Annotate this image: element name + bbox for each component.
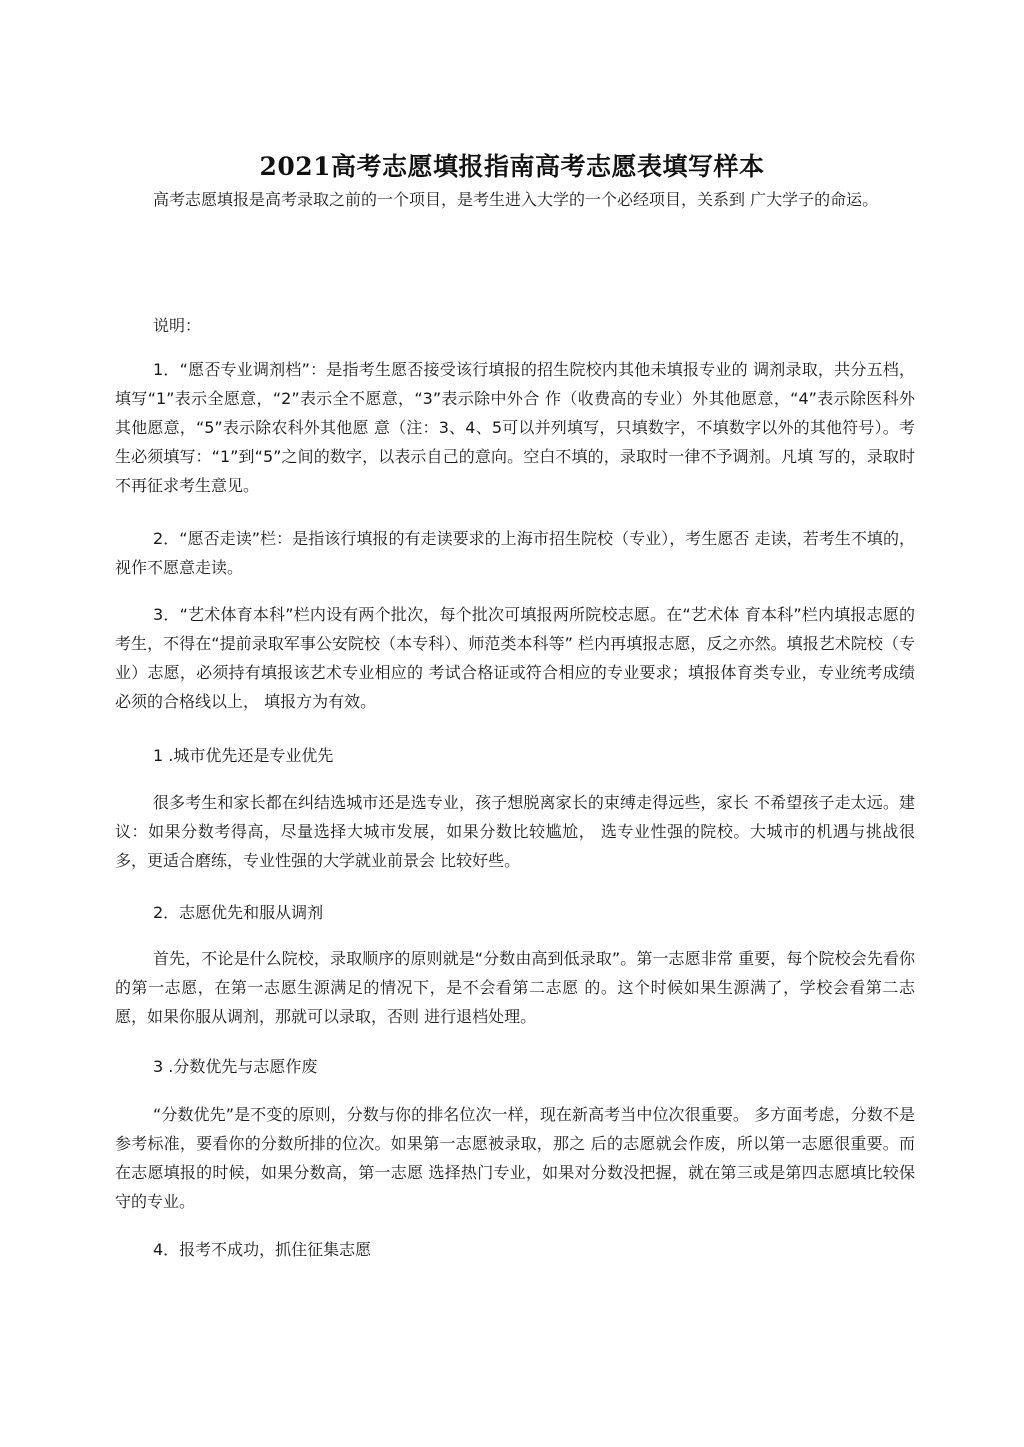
section-heading-score-priority: 3 .分数优先与志愿作废: [153, 1057, 318, 1076]
note-paragraph-3: 3．“艺术体育本科”栏内设有两个批次，每个批次可填报两所院校志愿。在“艺术体 育本科”栏内填报志愿的考生，不得在“提前录取军事公安院校（本专科）、师范类本科等” 栏内再填报志愿，反之亦然。填报艺术院校（专业）志愿，必须持有填报该艺术专业相应的 考试合格证或符合相应的专业要求；填报体育类专业，专业统考成绩必须的合格线以上， 填报方为有效。: [115, 605, 915, 711]
document-title: 2021高考志愿填报指南高考志愿表填写样本: [259, 151, 765, 181]
intro-paragraph: 高考志愿填报是高考录取之前的一个项目，是考生进入大学的一个必经项目，关系到 广大学子的命运。: [153, 190, 879, 209]
section-body-score-priority: “分数优先”是不变的原则，分数与你的排名位次一样，现在新高考当中位次很重要。 多方面考虑，分数不是参考标准，要看你的分数所排的位次。如果第一志愿被录取，那之 后的志愿就会作废，所以第一志愿很重要。而在志愿填报的时候，如果分数高，第一志愿 选择热门专业，如果对分数没把握，就在第三或是第四志愿填比较保守的专业。: [115, 1105, 915, 1211]
note-paragraph-2: 2．“愿否走读”栏：是指该行填报的有走读要求的上海市招生院校（专业），考生愿否 走读，若考生不填的，视作不愿意走读。: [115, 529, 915, 577]
section-heading-city-vs-major: 1 .城市优先还是专业优先: [153, 746, 334, 765]
section-body-city-vs-major: 很多考生和家长都在纠结选城市还是选专业，孩子想脱离家长的束缚走得远些，家长 不希望孩子走太远。建议：如果分数考得高，尽量选择大城市发展，如果分数比较尴尬， 选专业性强的院校。大城市的机遇与挑战很多，更适合磨练，专业性强的大学就业前景会 比较好些。: [115, 793, 915, 870]
section-heading-supplementary-choice: 4．报考不成功，抓住征集志愿: [153, 1240, 372, 1259]
explanation-label: 说明：: [153, 316, 202, 335]
section-body-choice-vs-adjustment: 首先，不论是什么院校，录取顺序的原则就是“分数由高到低录取”。第一志愿非常 重要，每个院校会先看你的第一志愿，在第一志愿生源满足的情况下，是不会看第二志愿 的。这个时候如果生源满了，学校会看第二志愿，如果你服从调剂，那就可以录取，否则 进行退档处理。: [115, 949, 915, 1026]
section-heading-choice-vs-adjustment: 2．志愿优先和服从调剂: [153, 903, 324, 922]
note-paragraph-1: 1．“愿否专业调剂档”：是指考生愿否接受该行填报的招生院校内其他未填报专业的 调剂录取，共分五档，填写“1”表示全愿意，“2”表示全不愿意，“3”表示除中外合 作（收费高的专业）外其他愿意，“4”表示除医科外其他愿意，“5”表示除农科外其他愿 意（注：3、4、5可以并列填写，只填数字，不填数字以外的其他符号）。考生必须填写：“1”到“5”之间的数字，以表示自己的意向。空白不填的，录取时一律不予调剂。凡填 写的，录取时不再征求考生意见。: [115, 360, 915, 495]
